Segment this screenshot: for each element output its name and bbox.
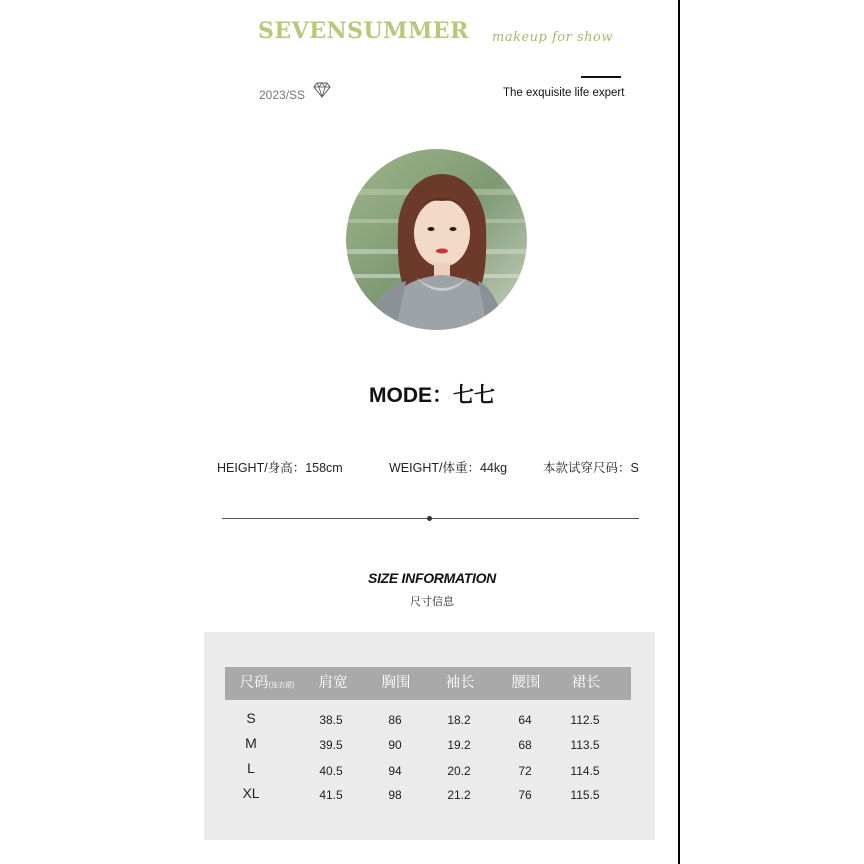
model-size-worn: 本款试穿尺码：S <box>543 461 639 475</box>
header-shoulder: 肩宽 <box>318 675 348 691</box>
model-name: MODE：七七 <box>369 384 495 407</box>
header-length: 裙长 <box>571 675 601 691</box>
brand-title: SEVENSUMMER <box>258 18 469 44</box>
cell-waist: 64 <box>518 713 532 727</box>
size-table <box>204 632 655 840</box>
cell-bust: 98 <box>388 788 402 802</box>
header-size <box>232 667 302 700</box>
header-dash <box>581 76 621 78</box>
cell-sleeve: 19.2 <box>447 738 471 752</box>
cell-bust: 94 <box>388 764 402 778</box>
header-waist: 腰围 <box>511 675 541 691</box>
cell-waist: 68 <box>518 738 532 752</box>
cell-size: L <box>247 760 255 776</box>
cell-bust: 86 <box>388 713 402 727</box>
cell-waist: 72 <box>518 764 532 778</box>
cell-shoulder: 39.5 <box>319 738 343 752</box>
cell-sleeve: 18.2 <box>447 713 471 727</box>
cell-shoulder: 38.5 <box>319 713 343 727</box>
cell-length: 113.5 <box>570 738 600 752</box>
divider-dot <box>427 516 432 521</box>
cell-size: XL <box>242 785 260 801</box>
cell-length: 114.5 <box>570 764 600 778</box>
cell-bust: 90 <box>388 738 402 752</box>
diamond-icon <box>313 82 331 98</box>
cell-sleeve: 20.2 <box>447 764 471 778</box>
cell-size: M <box>245 735 257 751</box>
header-size-label: 尺码 <box>239 675 269 691</box>
header-sleeve: 袖长 <box>445 675 475 691</box>
header-size-note: (连衣裙) <box>268 682 295 689</box>
expert-tagline: The exquisite life expert <box>503 87 625 99</box>
cell-waist: 76 <box>518 788 532 802</box>
size-info-subtitle: 尺寸信息 <box>410 596 454 608</box>
header-bust: 胸围 <box>381 675 411 691</box>
cell-length: 112.5 <box>570 713 600 727</box>
cell-shoulder: 41.5 <box>319 788 343 802</box>
cell-size: S <box>246 710 256 726</box>
brand-tagline: makeup for show <box>492 30 613 45</box>
size-info-title: SIZE INFORMATION <box>368 570 496 586</box>
model-photo <box>346 149 527 330</box>
model-weight: WEIGHT/体重：44kg <box>389 461 508 475</box>
cell-shoulder: 40.5 <box>319 764 343 778</box>
model-height: HEIGHT/身高：158cm <box>217 461 343 475</box>
frame-border <box>678 0 680 864</box>
cell-sleeve: 21.2 <box>447 788 471 802</box>
season-label: 2023/SS <box>259 88 306 102</box>
cell-length: 115.5 <box>570 788 600 802</box>
